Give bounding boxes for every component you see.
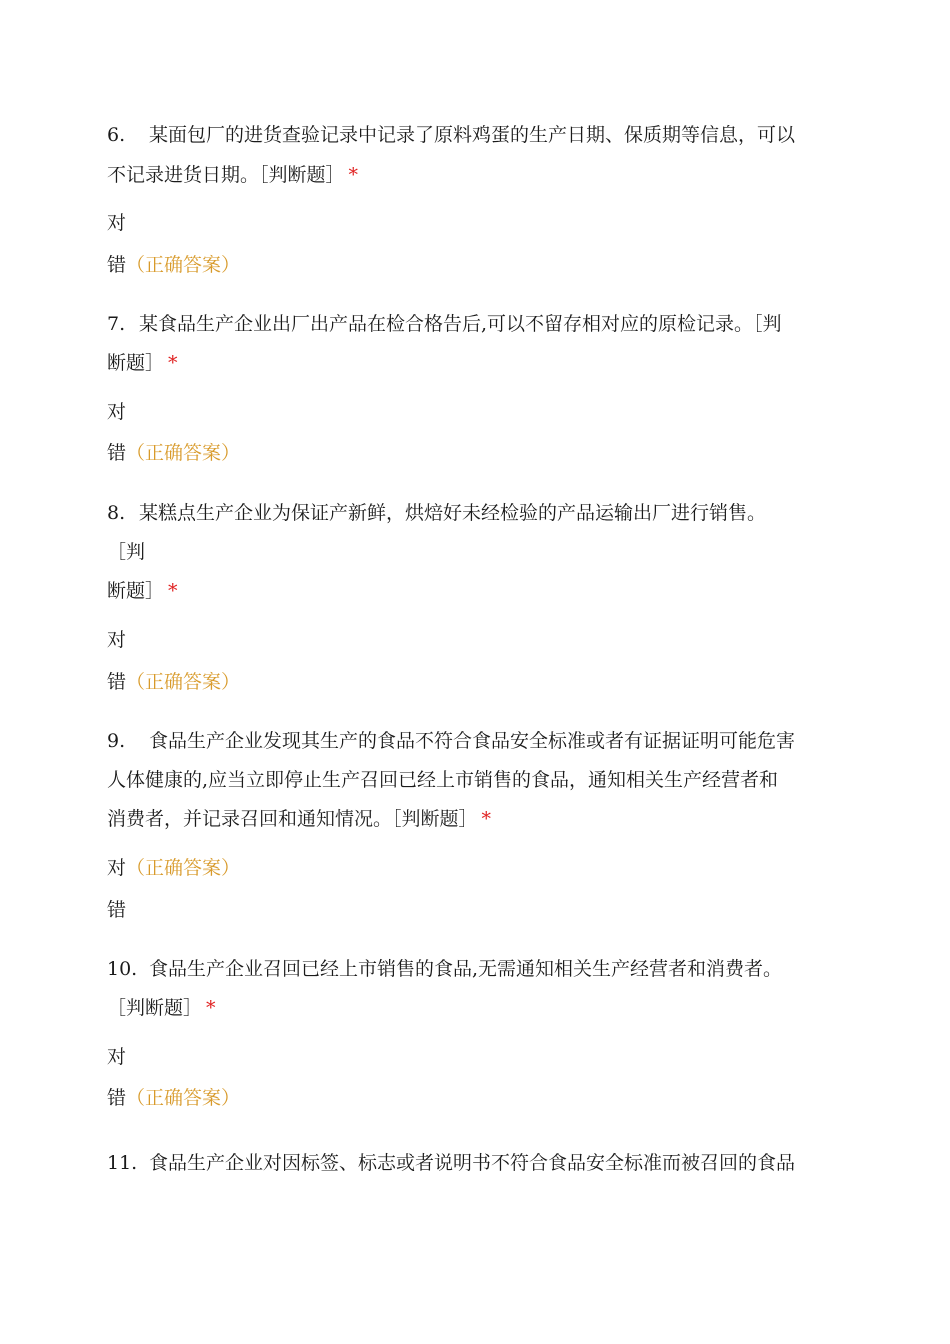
option-label: 错 bbox=[107, 1087, 127, 1109]
correct-answer-mark: （正确答案） bbox=[126, 1087, 241, 1109]
required-star: * bbox=[168, 352, 178, 374]
question-8-line-1 bbox=[107, 502, 766, 524]
option-false[interactable] bbox=[107, 1087, 240, 1109]
option-label: 错 bbox=[107, 671, 127, 693]
option-label: 错 bbox=[107, 899, 127, 921]
question-8-line-2 bbox=[107, 541, 145, 563]
question-number: 6. bbox=[107, 124, 126, 146]
question-11-line-1 bbox=[107, 1152, 795, 1174]
question-7-line-2 bbox=[107, 352, 178, 374]
question-text: 某食品生产企业出厂出产品在检合格告后,可以不留存相对应的原检记录。［判 bbox=[139, 313, 782, 335]
question-number: 9. bbox=[107, 730, 126, 752]
correct-answer-mark: （正确答案） bbox=[126, 254, 241, 276]
required-star: * bbox=[206, 997, 216, 1019]
question-text: 断题］ bbox=[107, 352, 165, 374]
option-label: 对 bbox=[107, 1046, 127, 1068]
question-text: 断题］ bbox=[107, 580, 165, 602]
question-text: ［判断题］ bbox=[107, 997, 203, 1019]
question-6-line-2 bbox=[107, 164, 358, 186]
option-true[interactable] bbox=[107, 629, 126, 651]
required-star: * bbox=[348, 164, 359, 186]
correct-answer-mark: （正确答案） bbox=[126, 442, 241, 464]
option-false[interactable] bbox=[107, 442, 240, 464]
option-true[interactable] bbox=[107, 857, 240, 879]
question-text: 某糕点生产企业为保证产新鲜，烘焙好未经检验的产品运输出厂进行销售。 bbox=[139, 502, 767, 524]
option-true[interactable] bbox=[107, 401, 126, 423]
question-text: 食品生产企业发现其生产的食品不符合食品安全标准或者有证据证明可能危害 bbox=[149, 730, 796, 752]
option-true[interactable] bbox=[107, 1046, 126, 1068]
option-label: 错 bbox=[107, 442, 127, 464]
question-9-line-1 bbox=[107, 730, 795, 752]
question-10-line-1 bbox=[107, 958, 782, 980]
question-10-line-2 bbox=[107, 997, 216, 1019]
option-label: 对 bbox=[107, 857, 127, 879]
question-6-line-1 bbox=[107, 124, 795, 146]
option-false[interactable] bbox=[107, 254, 240, 276]
question-text: 食品生产企业对因标签、标志或者说明书不符合食品安全标准而被召回的食品 bbox=[149, 1152, 796, 1174]
question-number: 7. bbox=[107, 313, 126, 335]
option-false[interactable] bbox=[107, 899, 126, 921]
option-label: 对 bbox=[107, 629, 127, 651]
required-star: * bbox=[168, 580, 178, 602]
option-label: 对 bbox=[107, 212, 127, 234]
correct-answer-mark: （正确答案） bbox=[126, 671, 241, 693]
question-number: 10. bbox=[107, 958, 138, 980]
question-7-line-1 bbox=[107, 313, 782, 335]
required-star: * bbox=[481, 808, 492, 830]
question-9-line-3 bbox=[107, 808, 491, 830]
question-8-line-3 bbox=[107, 580, 178, 602]
question-text: 某面包厂的进货查验记录中记录了原料鸡蛋的生产日期、保质期等信息，可以 bbox=[149, 124, 796, 146]
question-text: 食品生产企业召回已经上市销售的食品,无需通知相关生产经营者和消费者。 bbox=[149, 958, 783, 980]
option-true[interactable] bbox=[107, 212, 126, 234]
question-text: 人体健康的,应当立即停止生产召回已经上市销售的食品，通知相关生产经营者和 bbox=[107, 769, 779, 791]
question-text: ［判 bbox=[107, 541, 146, 563]
question-number: 11. bbox=[107, 1152, 138, 1174]
question-text: 不记录进货日期。［判断题］ bbox=[107, 164, 345, 186]
option-label: 对 bbox=[107, 401, 127, 423]
question-number: 8. bbox=[107, 502, 126, 524]
question-text: 消费者，并记录召回和通知情况。［判断题］ bbox=[107, 808, 478, 830]
option-label: 错 bbox=[107, 254, 127, 276]
question-9-line-2 bbox=[107, 769, 778, 791]
option-false[interactable] bbox=[107, 671, 240, 693]
correct-answer-mark: （正确答案） bbox=[126, 857, 241, 879]
